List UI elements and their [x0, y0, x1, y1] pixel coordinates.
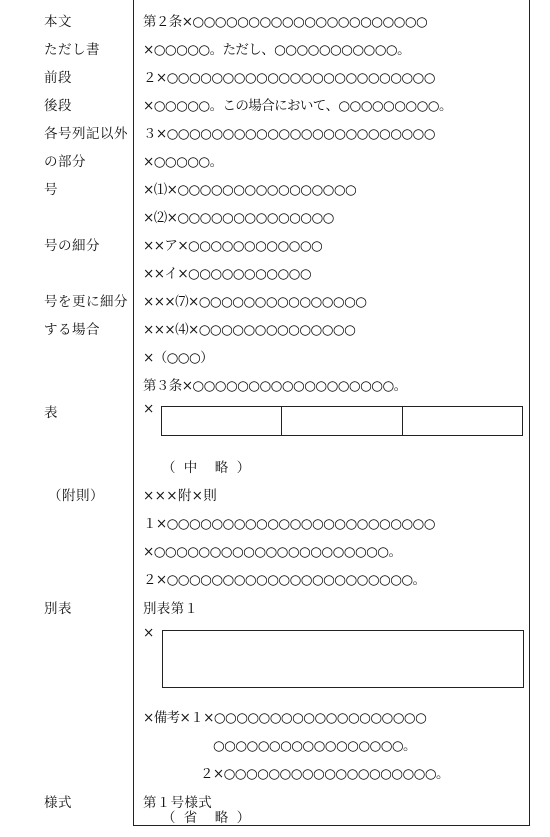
text-line: 第２条×○○○○○○○○○○○○○○○○○○○○○: [143, 14, 428, 30]
frame-left-border: [133, 0, 134, 826]
label-youshiki: 様式: [44, 795, 72, 811]
text-line: 第３条×○○○○○○○○○○○○○○○○○○。: [143, 378, 407, 394]
text-line: ×××⑺×○○○○○○○○○○○○○○○: [143, 294, 367, 310]
text-line: ××ア×○○○○○○○○○○○○: [143, 238, 323, 254]
omission-note: （ 省 略 ）: [162, 810, 253, 826]
label-gou-saibun: 号の細分: [44, 238, 100, 254]
label-kakugou-igai-2: の部分: [44, 154, 86, 170]
label-zendan: 前段: [44, 70, 72, 86]
text-line: ×⑴×○○○○○○○○○○○○○○○○: [143, 182, 357, 198]
label-koudan: 後段: [44, 98, 72, 114]
label-beppyou: 別表: [44, 601, 72, 617]
text-line: 第１号様式: [143, 795, 212, 811]
text-line: ××イ×○○○○○○○○○○○: [143, 266, 312, 282]
table-cell: [282, 407, 402, 435]
table-box-placeholder: [162, 630, 524, 688]
label-honbun: 本文: [44, 14, 72, 30]
text-line: 別表第１: [143, 601, 199, 617]
text-line: ×○○○○○。この場合において、○○○○○○○○○。: [143, 98, 452, 114]
text-line: ×（○○○）: [143, 350, 214, 366]
frame-right-border: [529, 0, 530, 826]
text-line: ×⑵×○○○○○○○○○○○○○○: [143, 210, 334, 226]
text-line: ×××⑷×○○○○○○○○○○○○○○: [143, 322, 356, 338]
text-line: ×: [143, 625, 155, 641]
text-line: ２×○○○○○○○○○○○○○○○○○○○。: [200, 766, 449, 782]
text-line: ２×○○○○○○○○○○○○○○○○○○○○○○○○: [143, 70, 435, 86]
text-line: １×○○○○○○○○○○○○○○○○○○○○○○○○: [143, 516, 435, 532]
table-cell: [162, 407, 282, 435]
text-line: ２×○○○○○○○○○○○○○○○○○○○○○○。: [143, 572, 426, 588]
text-line: ×××附×則: [143, 488, 218, 504]
label-gou: 号: [44, 182, 58, 198]
text-line: ×: [143, 401, 155, 417]
label-gou-sarani-2: する場合: [44, 322, 100, 338]
table-placeholder: [161, 406, 523, 436]
label-kakugou-igai-1: 各号列記以外: [44, 126, 128, 142]
text-line: ３×○○○○○○○○○○○○○○○○○○○○○○○○: [143, 126, 435, 142]
table-cell: [403, 407, 522, 435]
text-line: ×○○○○○○○○○○○○○○○○○○○○○。: [143, 544, 402, 560]
text-line: ×備考×１×○○○○○○○○○○○○○○○○○○○: [143, 710, 427, 726]
label-gou-sarani-1: 号を更に細分: [44, 294, 128, 310]
omission-note: （ 中 略 ）: [162, 460, 253, 476]
text-line: ×○○○○○。: [143, 154, 223, 170]
label-tadashigaki: ただし書: [44, 42, 100, 58]
text-line: ○○○○○○○○○○○○○○○○○。: [213, 738, 416, 754]
label-hyou: 表: [44, 405, 58, 421]
label-fusoku: （附則）: [48, 488, 104, 504]
text-line: ×○○○○○。ただし、○○○○○○○○○○○。: [143, 42, 410, 58]
